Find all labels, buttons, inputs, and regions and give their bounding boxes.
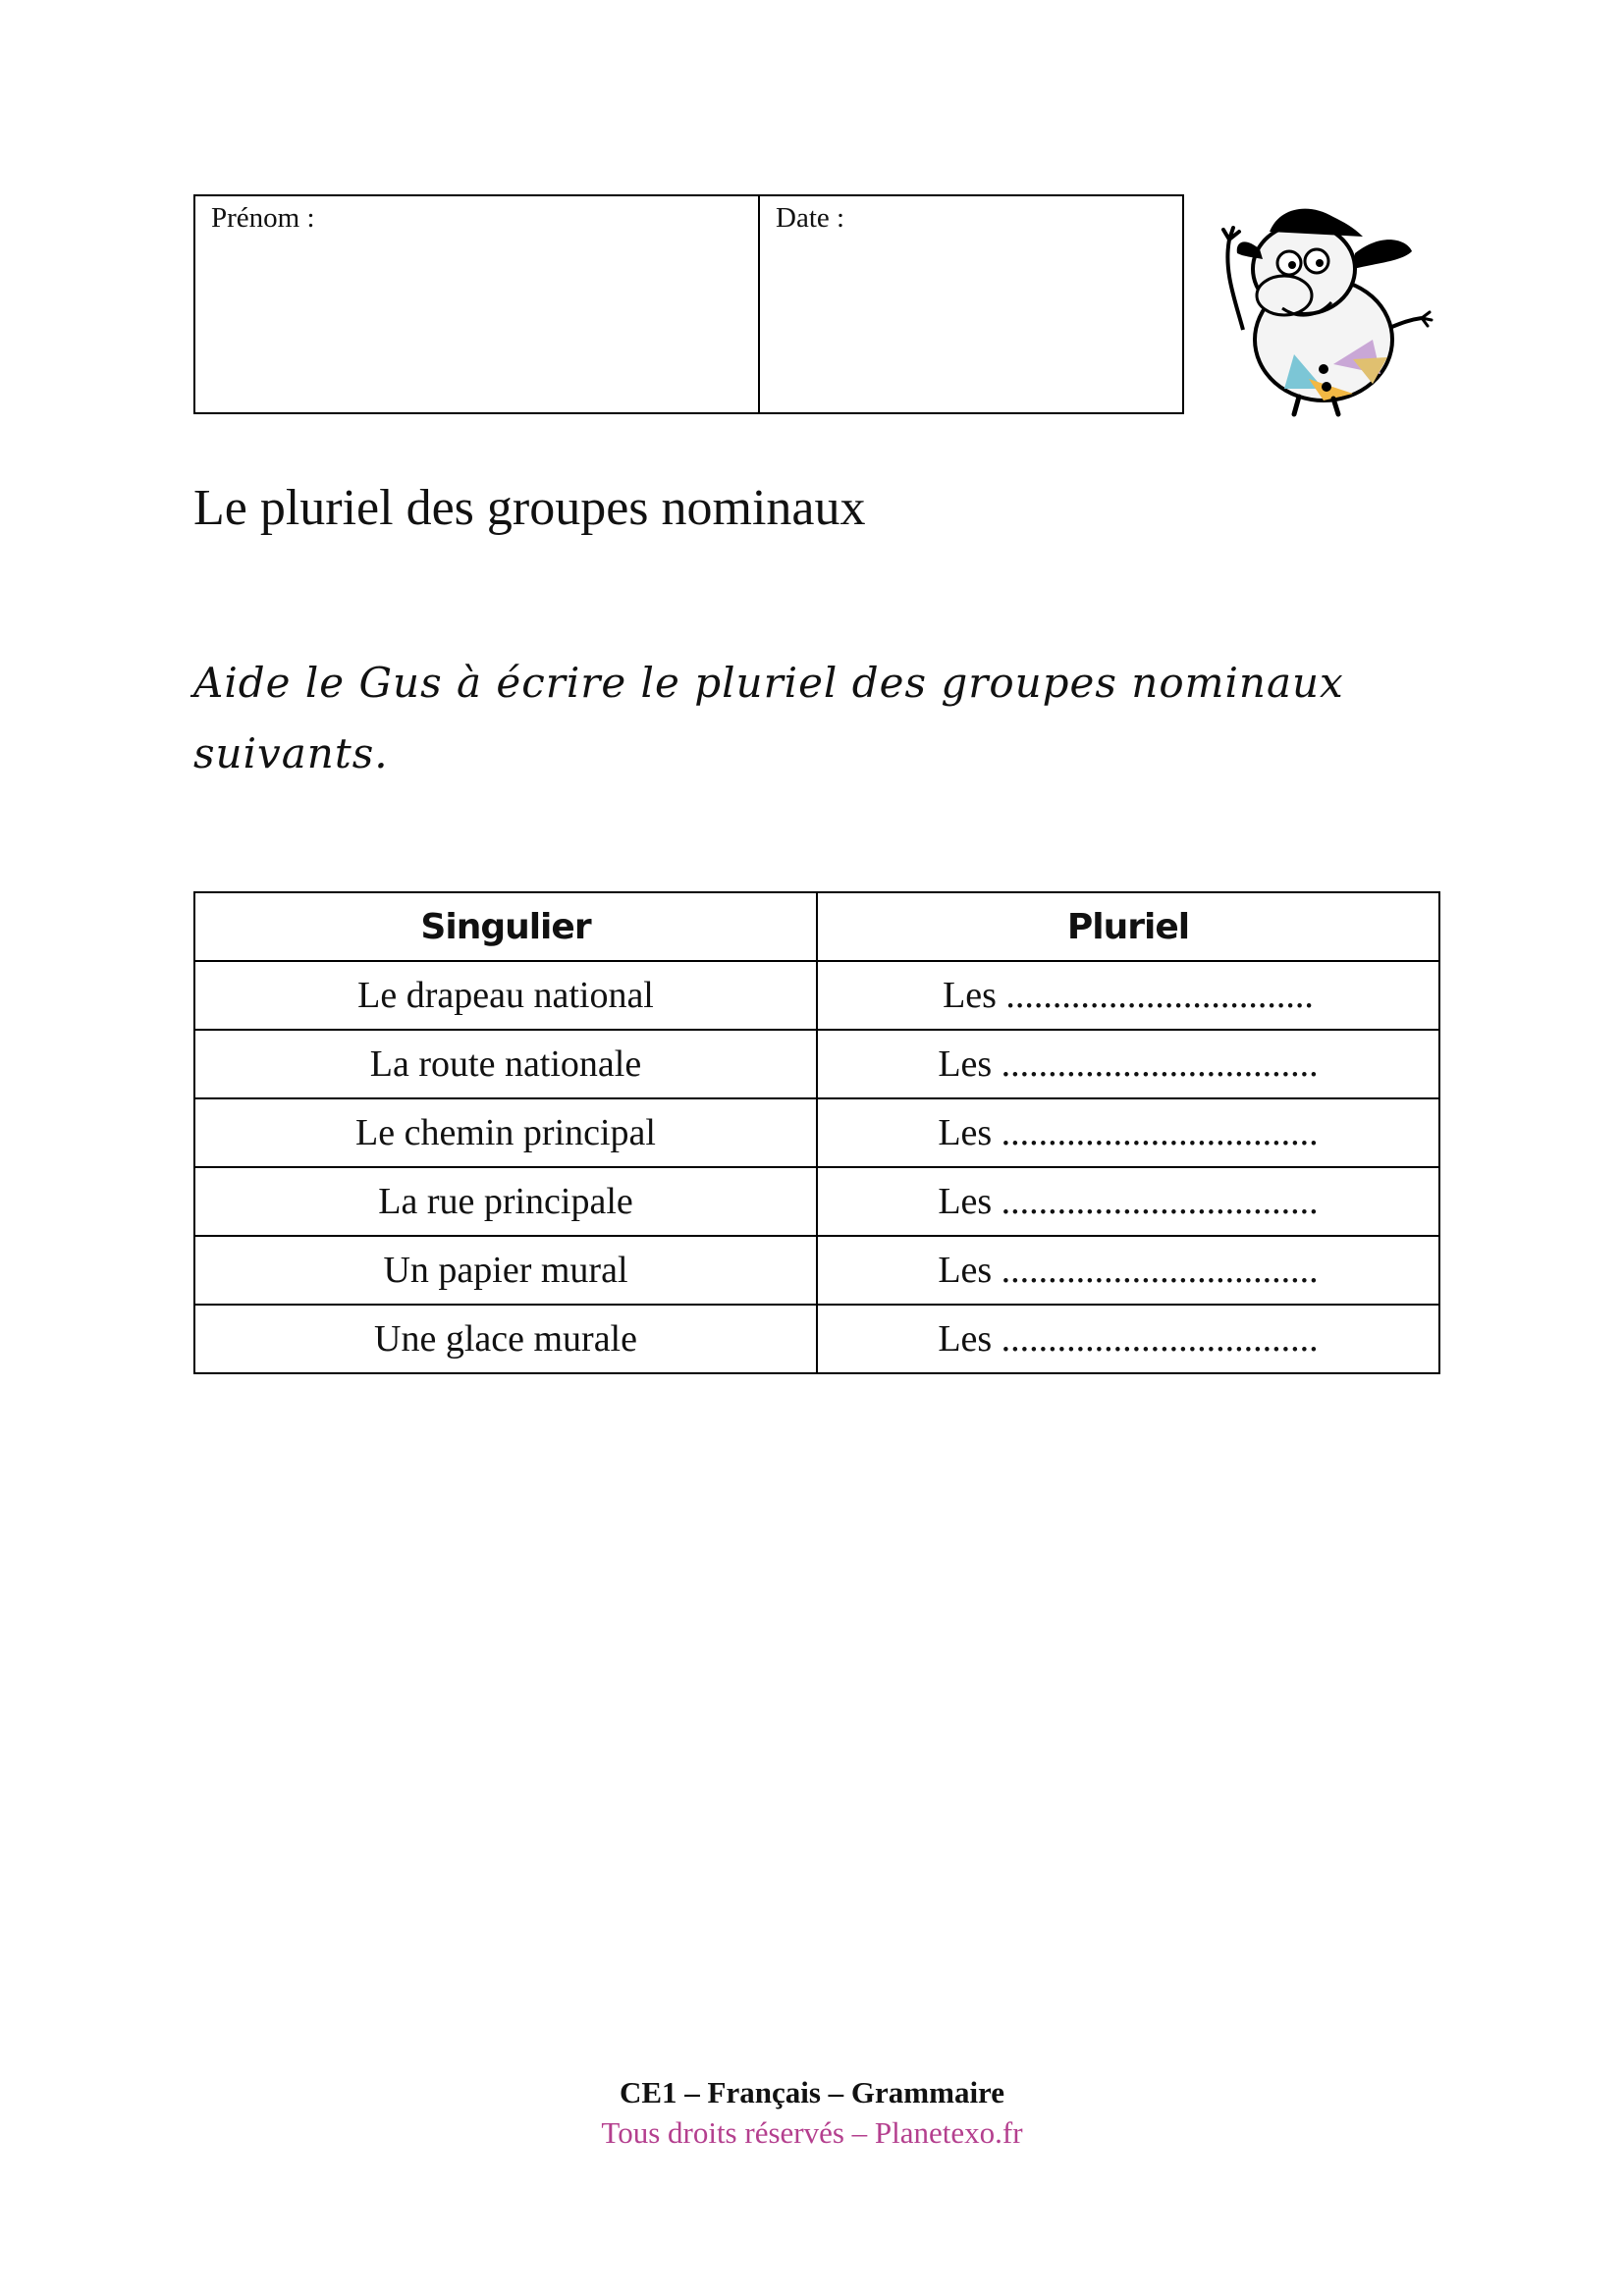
plural-answer-cell[interactable]: Les .................................. bbox=[817, 1030, 1439, 1098]
date-field[interactable] bbox=[760, 196, 1182, 412]
exercise-instruction: Aide le Gus à écrire le pluriel des groupes nominaux suivants. bbox=[193, 659, 1344, 777]
plural-answer-cell[interactable]: Les .................................. bbox=[817, 1167, 1439, 1236]
footer-copyright: Tous droits réservés – Planetexo.fr bbox=[601, 2115, 1023, 2150]
plural-answer-cell[interactable]: Les ................................. bbox=[817, 961, 1439, 1030]
table-row bbox=[194, 1030, 1439, 1098]
column-header-pluriel: Pluriel bbox=[817, 892, 1439, 961]
sheep-mascot-icon bbox=[1216, 192, 1441, 418]
date-label: Date : bbox=[776, 202, 845, 234]
page-title: Le pluriel des groupes nominaux bbox=[193, 480, 866, 536]
table-row bbox=[194, 1167, 1439, 1236]
singular-cell: La route nationale bbox=[194, 1030, 817, 1098]
plural-answer-cell[interactable]: Les .................................. bbox=[817, 1236, 1439, 1305]
prenom-field[interactable] bbox=[195, 196, 760, 412]
column-header-singulier: Singulier bbox=[194, 892, 817, 961]
plural-answer-cell[interactable]: Les .................................. bbox=[817, 1305, 1439, 1373]
singular-cell: Le drapeau national bbox=[194, 961, 817, 1030]
student-info-box bbox=[193, 194, 1184, 414]
plural-answer-cell[interactable]: Les .................................. bbox=[817, 1098, 1439, 1167]
table-row bbox=[194, 1305, 1439, 1373]
prenom-label: Prénom : bbox=[211, 202, 315, 234]
table-row bbox=[194, 1236, 1439, 1305]
singular-cell: Une glace murale bbox=[194, 1305, 817, 1373]
singular-cell: Un papier mural bbox=[194, 1236, 817, 1305]
singular-cell: La rue principale bbox=[194, 1167, 817, 1236]
table-header-row bbox=[194, 892, 1439, 961]
exercise-table bbox=[193, 891, 1440, 1374]
table-row bbox=[194, 1098, 1439, 1167]
footer-subject: CE1 – Français – Grammaire bbox=[619, 2075, 1005, 2109]
singular-cell: Le chemin principal bbox=[194, 1098, 817, 1167]
table-row bbox=[194, 961, 1439, 1030]
